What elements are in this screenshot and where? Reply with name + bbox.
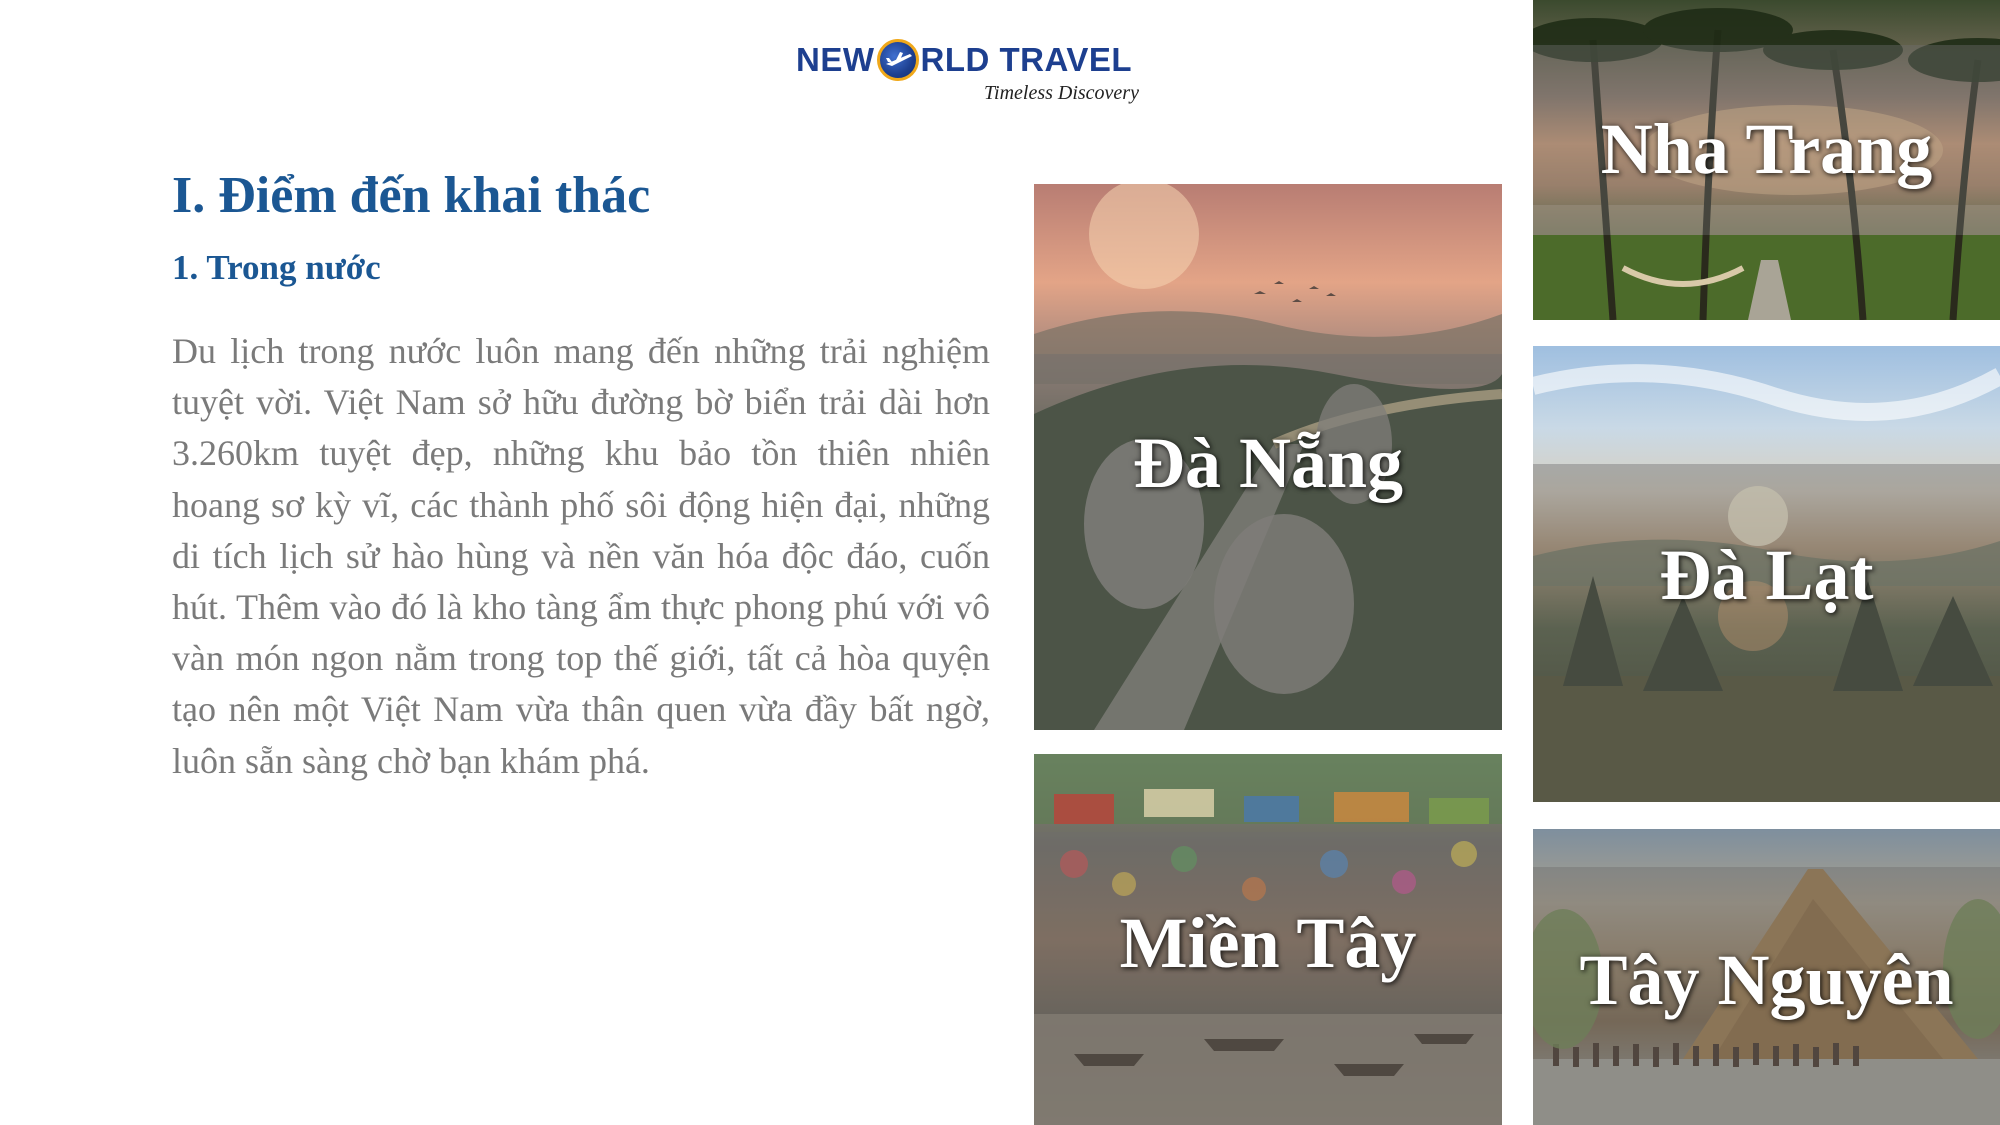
brand-name-left: NEW [796,41,875,78]
destination-tile-mientay [1034,754,1502,1125]
destination-tile-dalat [1533,346,2000,802]
destination-label-nhatrang: Nha Trang [1600,109,1933,189]
brand-logo [796,32,1206,108]
destination-tile-taynguyen [1533,829,2000,1125]
brand-wordmark [796,40,1132,80]
destination-label-taynguyen: Tây Nguyên [1579,940,1954,1020]
label-band [1034,354,1502,730]
section-body-text: Du lịch trong nước luôn mang đến những trải nghiệm tuyệt vời. Việt Nam sở hữu đường bờ biển trải dài hơn 3.260km tuyệt đẹp, những khu bảo tồn thiên nhiên hoang sơ kỳ vĩ, các thành phố sôi động hiện đại, những di tích lịch sử hào hùng và nền văn hóa độc đáo, cuốn hút. Thêm vào đó là kho tàng ẩm thực phong phú với vô vàn món ngon nằm trong top thế giới, tất cả hòa quyện tạo nên một Việt Nam vừa thân quen vừa đầy bất ngờ, luôn sẵn sàng chờ bạn khám phá. [172,331,990,781]
destination-label-danang: Đà Nẵng [1132,423,1404,503]
section-title: I. Điểm đến khai thác [172,167,651,224]
brand-name-right: RLD TRAVEL [920,41,1133,78]
destination-label-dalat: Đà Lạt [1659,535,1874,615]
globe-plane-icon [877,39,919,81]
destination-label-mientay: Miền Tây [1119,903,1417,983]
destination-tile-danang [1034,184,1502,730]
destination-tile-nhatrang [1533,0,2000,320]
brand-tagline: Timeless Discovery [984,82,1139,104]
label-band [1533,464,2000,802]
section-subtitle: 1. Trong nước [172,248,381,287]
